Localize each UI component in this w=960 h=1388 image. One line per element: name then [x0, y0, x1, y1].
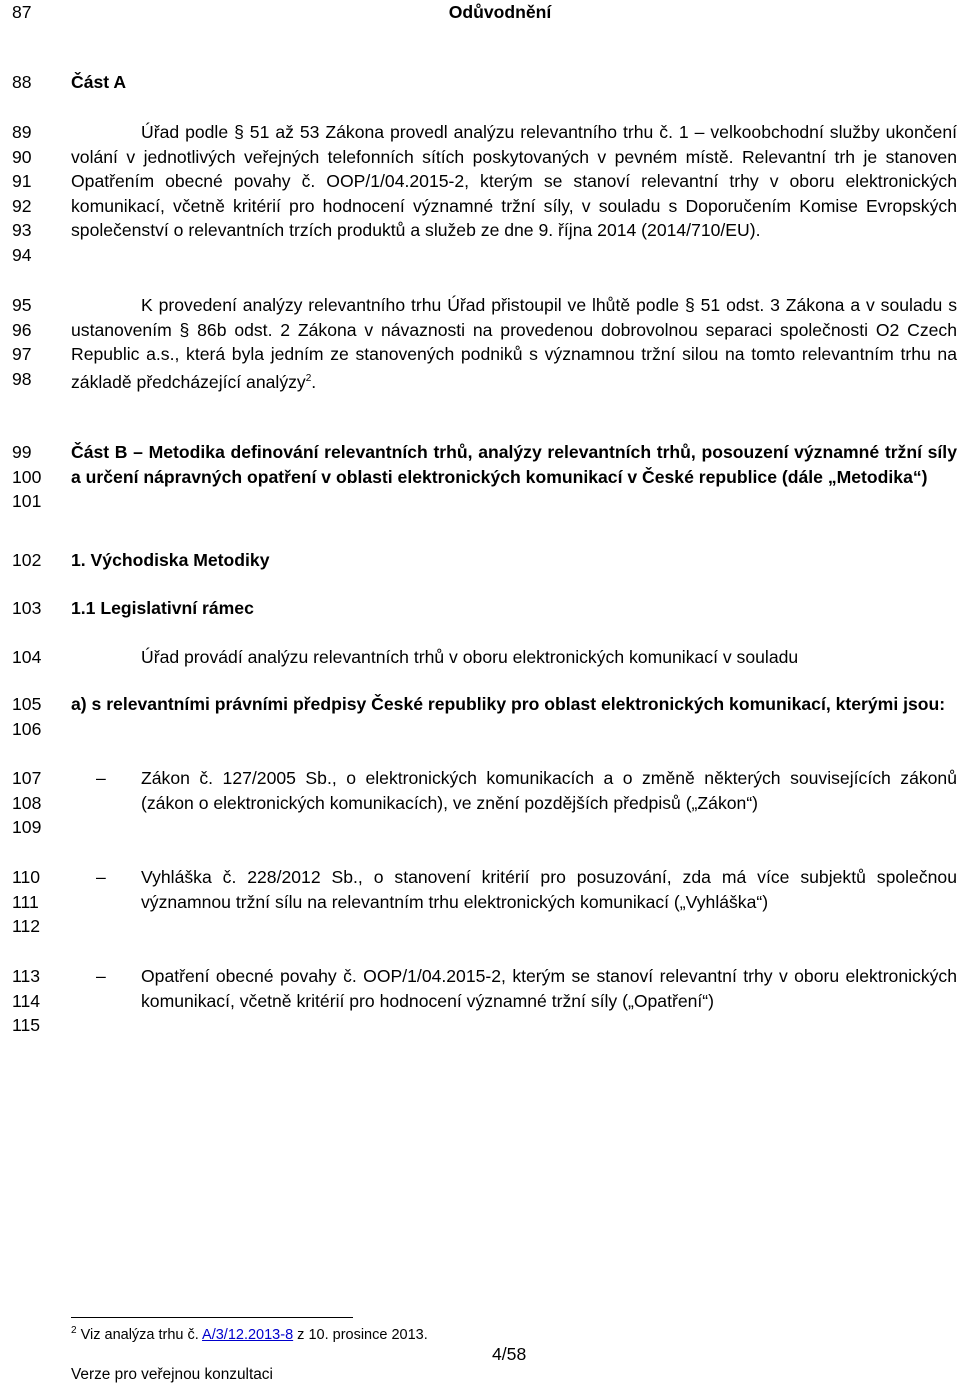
line-numbers-107-109: 107 108 109	[12, 768, 42, 838]
sub-a-heading: a) s relevantními právními předpisy České republiky pro oblast elektronických komunikací, kterými jsou:	[71, 694, 946, 714]
part-a-heading: Část A	[71, 72, 127, 92]
part-b-heading: Část B – Metodika definování relevantních trhů, analýzy relevantních trhů, posouzení významné tržní síly a určení nápravných opatření v oblasti elektronických komunikací v České republice (dále „Metodika“)	[71, 442, 957, 487]
bullet-item-vyhlaska: Vyhláška č. 228/2012 Sb., o stanovení kritérií pro posuzování, zda má více subjektů společnou významnou tržní sílu na relevantním trhu elektronických komunikací („Vyhláška“)	[141, 867, 957, 912]
section-1-1-heading: 1.1 Legislativní rámec	[71, 598, 254, 618]
footnote: $^2$ Viz analýza trhu č. A/3/12.2013-8 z 10. prosince 2013.	[71, 1325, 428, 1343]
section-1-heading: 1. Východiska Metodiky	[71, 550, 270, 570]
line-numbers-99-101: 99 100 101	[12, 442, 42, 512]
page-title: Odůvodnění	[448, 2, 552, 22]
line-number: 87	[12, 2, 32, 22]
footnote-link[interactable]: A/3/12.2013-8	[202, 1326, 294, 1343]
intro-text: Úřad provádí analýzu relevantních trhů v oboru elektronických komunikací v souladu	[141, 647, 799, 667]
line-numbers-110-112: 110 111 112	[12, 867, 41, 937]
bullet-dash: –	[96, 867, 106, 887]
version-label: Verze pro veřejnou konzultaci	[71, 1366, 273, 1383]
line-number: 103	[12, 598, 42, 618]
bullet-dash: –	[96, 966, 106, 986]
line-numbers-95-98: 95 96 97 98	[12, 295, 32, 389]
footnote-ref[interactable]: 2	[305, 372, 312, 384]
bullet-item-opatreni: Opatření obecné povahy č. OOP/1/04.2015-2, kterým se stanoví relevantní trhy v oboru elektronických komunikací, včetně kritérií pro hodnocení významné tržní síly („Opatření“)	[141, 966, 957, 1011]
footnote-separator	[71, 1317, 353, 1318]
line-number: 88	[12, 72, 32, 92]
part-a-paragraph-2: K provedení analýzy relevantního trhu Úřad přistoupil ve lhůtě podle § 51 odst. 3 Zákona a v souladu s ustanovením § 86b odst. 2 Zákona v návaznosti na provedenou dobrovolnou separaci společnosti O2 Czech Republic a.s., která byla jedním ze stanovených podniků s významnou tržní silou na tomto relevantním trhu na základě předcházející analýzy$^2$.	[71, 295, 957, 392]
bullet-item-zakon: Zákon č. 127/2005 Sb., o elektronických komunikacích a o změně některých souvisejících zákonů (zákon o elektronických komunikacích), ve znění pozdějších předpisů („Zákon“)	[141, 768, 957, 813]
page-number: 4/58	[492, 1344, 527, 1364]
part-a-paragraph-1: Úřad podle § 51 až 53 Zákona provedl analýzu relevantního trhu č. 1 – velkoobchodní služby ukončení volání v jednotlivých veřejných telefonních sítích poskytovaných v pevném místě. Relevantní trh je stanoven Opatřením obecné povahy č. OOP/1/04.2015-2, kterým se stanoví relevantní trhy v oboru elektronických komunikací, včetně kritérií pro hodnocení významné tržní síly, v souladu s Doporučením Komise Evropských společenství o relevantních trzích produktů a služeb ze dne 9. října 2014 (2014/710/EU).	[71, 122, 957, 241]
line-number: 102	[12, 550, 42, 570]
line-numbers-89-94: 89 90 91 92 93 94	[12, 122, 32, 265]
bullet-dash: –	[96, 768, 106, 788]
line-numbers-113-115: 113 114 115	[12, 966, 41, 1036]
line-number: 104	[12, 647, 42, 667]
line-numbers-105-106: 105 106	[12, 694, 42, 739]
